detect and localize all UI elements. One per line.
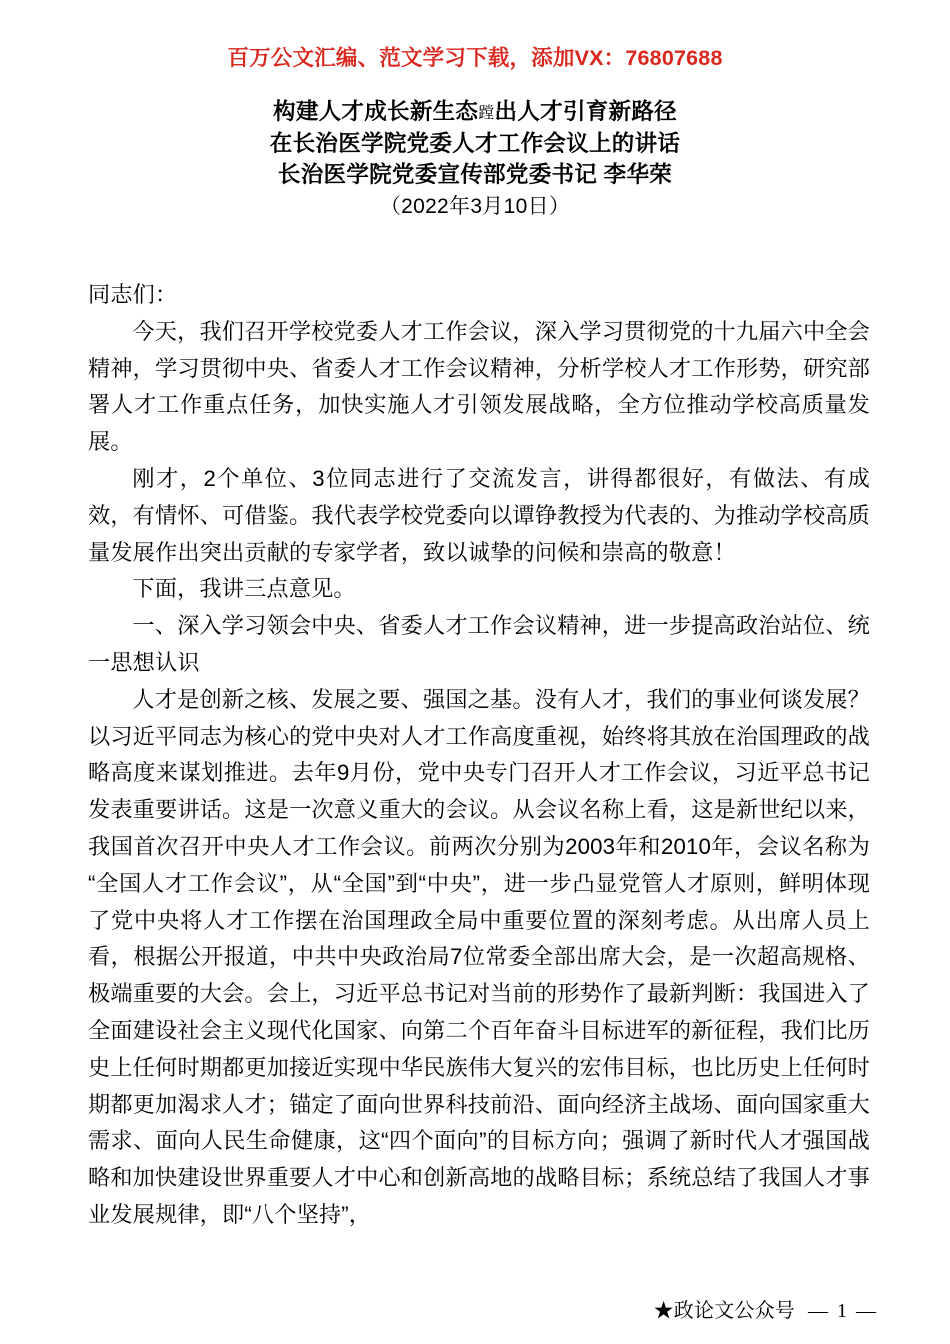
title-line-1	[0, 96, 950, 128]
title-line-2: 在长治医学院党委人才工作会议上的讲话	[269, 131, 681, 156]
body-paragraph: 人才是创新之核、发展之要、强国之基。没有人才，我们的事业何谈发展？以习近平同志为核心的党中央对人才工作高度重视，始终将其放在治国理政的战略高度来谋划推进。去年9月份，党中央专门召开人才工作会议，习近平总书记发表重要讲话。这是一次意义重大的会议。从会议名称上看，这是新世纪以来，我国首次召开中央人才工作会议。前两次分别为2003年和2010年，会议名称为“全国人才工作会议”，从“全国”到“中央”，进一步凸显党管人才原则，鲜明体现了党中央将人才工作摆在治国理政全局中重要位置的深刻考虑。从出席人员上看，根据公开报道，中共中央政治局7位常委全部出席大会，是一次超高规格、极端重要的大会。会上，习近平总书记对当前的形势作了最新判断：我国进入了全面建设社会主义现代化国家、向第二个百年奋斗目标进军的新征程，我们比历史上任何时期都更加接近实现中华民族伟大复兴的宏伟目标，也比历史上任何时期都更加渴求人才；锚定了面向世界科技前沿、面向经济主战场、面向国家重大需求、面向人民生命健康，这“四个面向”的目标方向；强调了新时代人才强国战略和加快建设世界重要人才中心和创新高地的战略目标；系统总结了我国人才事业发展规律，即“八个坚持”，	[88, 686, 870, 1227]
title-line-1-fallback-glyph: 蹚	[478, 103, 495, 122]
promo-banner: 百万公文汇编、范文学习下载，添加VX：76807688	[227, 46, 723, 70]
body-paragraph: 刚才，2个单位、3位同志进行了交流发言，讲得都很好，有做法、有成效，有情怀、可借鉴。我代表学校党委向以谭铮教授为代表的、为推动学校高质量发展作出突出贡献的专家学者，致以诚挚的问候和崇高的敬意！	[88, 465, 870, 565]
salutation: 同志们：	[88, 282, 178, 307]
section-heading-one: 一、深入学习领会中央、省委人才工作会议精神，进一步提高政治站位、统一思想认识	[88, 613, 870, 675]
page-number: — 1 —	[808, 1300, 878, 1322]
document-body	[88, 277, 870, 1234]
footer-watermark: ★政论文公众号	[653, 1300, 795, 1322]
title-line-1-part-b: 出人才引育新路径	[494, 99, 677, 124]
title-date: （2022年3月10日）	[379, 195, 571, 218]
document-title-block	[0, 96, 950, 223]
body-paragraph: 下面，我讲三点意见。	[132, 576, 356, 602]
page-footer	[0, 1294, 950, 1324]
title-line-1-part-a: 构建人才成长新生态	[273, 99, 479, 124]
body-paragraph: 今天，我们召开学校党委人才工作会议，深入学习贯彻党的十九届六中全会精神，学习贯彻中央、省委人才工作会议精神，分析学校人才工作形势，研究部署人才工作重点任务，加快实施人才引领发展战略，全方位推动学校高质量发展。	[88, 318, 870, 455]
footer-inner	[654, 1294, 878, 1323]
title-line-3-author: 长治医学院党委宣传部党委书记 李华荣	[277, 162, 673, 187]
